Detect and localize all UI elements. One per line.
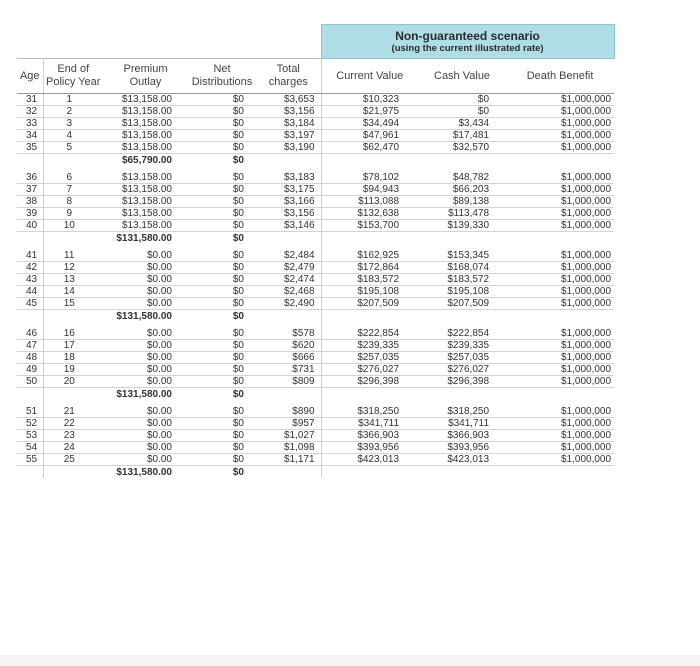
blank-cell (256, 466, 321, 479)
premium-cell: $13,158.00 (103, 142, 188, 154)
col-net-distributions: Net Distributions (188, 59, 256, 94)
table-row (17, 184, 614, 196)
current-value-cell: $47,961 (321, 130, 418, 142)
death-benefit-cell: $1,000,000 (506, 130, 614, 142)
col-cash-value: Cash Value (418, 59, 506, 94)
blank-cell (17, 388, 43, 401)
policy-year-cell: 14 (43, 286, 103, 298)
charges-cell: $3,190 (256, 142, 321, 154)
table-row (17, 220, 614, 232)
current-value-cell: $78,102 (321, 166, 418, 184)
death-benefit-cell: $1,000,000 (506, 298, 614, 310)
premium-total-cell: $131,580.00 (116, 310, 172, 322)
premium-cell: $0.00 (103, 244, 188, 262)
scenario-subtitle: (using the current illustrated rate) (391, 42, 544, 54)
distributions-cell: $0 (188, 274, 256, 286)
charges-cell: $1,098 (256, 442, 321, 454)
table-row (17, 298, 614, 310)
cash-value-cell: $222,854 (418, 322, 506, 340)
premium-cell: $0.00 (103, 418, 188, 430)
blank-cell (321, 310, 418, 323)
blank-cell (321, 466, 418, 479)
policy-year-cell: 18 (43, 352, 103, 364)
charges-cell: $3,653 (256, 94, 321, 106)
blank-cell (17, 154, 43, 167)
blank-cell (43, 466, 103, 479)
current-value-cell: $10,323 (321, 94, 418, 106)
table-row (17, 418, 614, 430)
charges-cell: $2,484 (256, 244, 321, 262)
cash-value-cell: $257,035 (418, 352, 506, 364)
table-row (17, 262, 614, 274)
scenario-header (321, 25, 614, 59)
charges-cell: $1,171 (256, 454, 321, 466)
col-total-charges: Total charges (256, 59, 321, 94)
policy-year-cell: 1 (43, 94, 103, 106)
cash-value-cell: $89,138 (418, 196, 506, 208)
scenario-title: Non-guaranteed scenario (395, 28, 540, 43)
table-row (17, 244, 614, 262)
death-benefit-cell: $1,000,000 (506, 352, 614, 364)
policy-year-cell: 25 (43, 454, 103, 466)
premium-total-cell: $131,580.00 (116, 388, 172, 400)
distributions-cell: $0 (188, 106, 256, 118)
distributions-cell: $0 (188, 118, 256, 130)
distributions-cell: $0 (188, 364, 256, 376)
current-value-cell: $239,335 (321, 340, 418, 352)
distributions-cell: $0 (188, 130, 256, 142)
policy-year-cell: 20 (43, 376, 103, 388)
cash-value-cell: $0 (418, 106, 506, 118)
blank-cell (256, 310, 321, 323)
premium-cell: $13,158.00 (103, 220, 188, 232)
cash-value-cell: $366,903 (418, 430, 506, 442)
charges-cell: $3,146 (256, 220, 321, 232)
distributions-cell: $0 (188, 166, 256, 184)
premium-cell: $13,158.00 (103, 166, 188, 184)
age-cell: 37 (17, 184, 43, 196)
col-age: Age (17, 59, 43, 94)
blank-cell (506, 232, 614, 245)
table-row (17, 352, 614, 364)
blank-cell (418, 232, 506, 245)
current-value-cell: $195,108 (321, 286, 418, 298)
col-current-value: Current Value (321, 59, 418, 94)
premium-cell: $0.00 (103, 298, 188, 310)
premium-cell: $0.00 (103, 262, 188, 274)
charges-cell: $890 (256, 400, 321, 418)
policy-year-cell: 17 (43, 340, 103, 352)
charges-cell: $957 (256, 418, 321, 430)
premium-cell: $0.00 (103, 340, 188, 352)
cash-value-cell: $139,330 (418, 220, 506, 232)
death-benefit-cell: $1,000,000 (506, 340, 614, 352)
distributions-cell: $0 (188, 400, 256, 418)
charges-cell: $3,183 (256, 166, 321, 184)
charges-cell: $731 (256, 364, 321, 376)
cash-value-cell: $168,074 (418, 262, 506, 274)
table-row (17, 208, 614, 220)
premium-cell: $0.00 (103, 364, 188, 376)
policy-year-cell: 23 (43, 430, 103, 442)
cash-value-cell: $153,345 (418, 244, 506, 262)
charges-cell: $1,027 (256, 430, 321, 442)
blank-cell (256, 154, 321, 167)
subtotal-row (17, 388, 614, 401)
blank-cell (418, 466, 506, 479)
distributions-cell: $0 (188, 298, 256, 310)
blank-cell (43, 388, 103, 401)
distributions-cell: $0 (188, 244, 256, 262)
death-benefit-cell: $1,000,000 (506, 106, 614, 118)
cash-value-cell: $393,956 (418, 442, 506, 454)
distributions-cell: $0 (188, 418, 256, 430)
scenario-header-row (17, 25, 614, 59)
blank-cell (418, 154, 506, 167)
age-cell: 38 (17, 196, 43, 208)
current-value-cell: $222,854 (321, 322, 418, 340)
table-row (17, 400, 614, 418)
death-benefit-cell: $1,000,000 (506, 418, 614, 430)
death-benefit-cell: $1,000,000 (506, 262, 614, 274)
premium-cell: $0.00 (103, 286, 188, 298)
premium-cell: $13,158.00 (103, 118, 188, 130)
premium-cell: $13,158.00 (103, 94, 188, 106)
death-benefit-cell: $1,000,000 (506, 274, 614, 286)
table-row (17, 274, 614, 286)
death-benefit-cell: $1,000,000 (506, 364, 614, 376)
blank-cell (256, 388, 321, 401)
age-cell: 43 (17, 274, 43, 286)
age-cell: 31 (17, 94, 43, 106)
policy-year-cell: 9 (43, 208, 103, 220)
premium-total-cell: $65,790.00 (121, 154, 172, 166)
policy-year-cell: 6 (43, 166, 103, 184)
table-row (17, 430, 614, 442)
current-value-cell: $62,470 (321, 142, 418, 154)
policy-year-cell: 10 (43, 220, 103, 232)
distributions-total-cell: $0 (232, 232, 244, 244)
blank-cell (43, 154, 103, 167)
page-bottom-strip (0, 655, 700, 666)
subtotal-row (17, 154, 614, 167)
table-row (17, 286, 614, 298)
cash-value-cell: $17,481 (418, 130, 506, 142)
table-row (17, 442, 614, 454)
subtotal-row (17, 310, 614, 323)
current-value-cell: $207,509 (321, 298, 418, 310)
death-benefit-cell: $1,000,000 (506, 118, 614, 130)
cash-value-cell: $423,013 (418, 454, 506, 466)
death-benefit-cell: $1,000,000 (506, 208, 614, 220)
table-row (17, 94, 614, 106)
premium-total-cell: $131,580.00 (116, 232, 172, 244)
current-value-cell: $162,925 (321, 244, 418, 262)
premium-cell: $0.00 (103, 376, 188, 388)
blank-cell (321, 232, 418, 245)
premium-cell: $0.00 (103, 400, 188, 418)
age-cell: 47 (17, 340, 43, 352)
current-value-cell: $172,864 (321, 262, 418, 274)
distributions-cell: $0 (188, 184, 256, 196)
cash-value-cell: $183,572 (418, 274, 506, 286)
death-benefit-cell: $1,000,000 (506, 442, 614, 454)
cash-value-cell: $239,335 (418, 340, 506, 352)
charges-cell: $2,468 (256, 286, 321, 298)
premium-cell: $13,158.00 (103, 184, 188, 196)
current-value-cell: $21,975 (321, 106, 418, 118)
charges-cell: $809 (256, 376, 321, 388)
blank-cell (418, 310, 506, 323)
col-death-benefit: Death Benefit (506, 59, 614, 94)
death-benefit-cell: $1,000,000 (506, 220, 614, 232)
distributions-total-cell: $0 (232, 310, 244, 322)
death-benefit-cell: $1,000,000 (506, 196, 614, 208)
blank-cell (43, 310, 103, 323)
policy-year-cell: 7 (43, 184, 103, 196)
current-value-cell: $183,572 (321, 274, 418, 286)
age-cell: 54 (17, 442, 43, 454)
table-row (17, 364, 614, 376)
policy-year-cell: 19 (43, 364, 103, 376)
premium-cell: $0.00 (103, 442, 188, 454)
current-value-cell: $296,398 (321, 376, 418, 388)
policy-year-cell: 4 (43, 130, 103, 142)
premium-cell: $0.00 (103, 430, 188, 442)
distributions-total-cell: $0 (232, 388, 244, 400)
premium-cell: $13,158.00 (103, 106, 188, 118)
premium-cell: $0.00 (103, 274, 188, 286)
death-benefit-cell: $1,000,000 (506, 454, 614, 466)
cash-value-cell: $207,509 (418, 298, 506, 310)
blank-cell (321, 388, 418, 401)
cash-value-cell: $296,398 (418, 376, 506, 388)
current-value-cell: $113,088 (321, 196, 418, 208)
cash-value-cell: $341,711 (418, 418, 506, 430)
premium-cell: $0.00 (103, 322, 188, 340)
distributions-cell: $0 (188, 142, 256, 154)
illustration-table-container (17, 24, 614, 478)
death-benefit-cell: $1,000,000 (506, 376, 614, 388)
cash-value-cell: $0 (418, 94, 506, 106)
age-cell: 51 (17, 400, 43, 418)
policy-year-cell: 8 (43, 196, 103, 208)
subtotal-row (17, 466, 614, 479)
table-row (17, 142, 614, 154)
current-value-cell: $423,013 (321, 454, 418, 466)
age-cell: 39 (17, 208, 43, 220)
table-row (17, 376, 614, 388)
current-value-cell: $366,903 (321, 430, 418, 442)
premium-cell: $13,158.00 (103, 208, 188, 220)
current-value-cell: $153,700 (321, 220, 418, 232)
col-premium-outlay: Premium Outlay (103, 59, 188, 94)
policy-year-cell: 3 (43, 118, 103, 130)
charges-cell: $3,197 (256, 130, 321, 142)
death-benefit-cell: $1,000,000 (506, 322, 614, 340)
policy-year-cell: 16 (43, 322, 103, 340)
distributions-cell: $0 (188, 262, 256, 274)
charges-cell: $3,156 (256, 208, 321, 220)
death-benefit-cell: $1,000,000 (506, 430, 614, 442)
distributions-cell: $0 (188, 376, 256, 388)
blank-cell (256, 232, 321, 245)
cash-value-cell: $48,782 (418, 166, 506, 184)
table-row (17, 166, 614, 184)
blank-cell (418, 388, 506, 401)
current-value-cell: $341,711 (321, 418, 418, 430)
death-benefit-cell: $1,000,000 (506, 184, 614, 196)
age-cell: 36 (17, 166, 43, 184)
subtotal-row (17, 232, 614, 245)
cash-value-cell: $113,478 (418, 208, 506, 220)
age-cell: 50 (17, 376, 43, 388)
distributions-total-cell: $0 (232, 154, 244, 166)
cash-value-cell: $276,027 (418, 364, 506, 376)
charges-cell: $666 (256, 352, 321, 364)
cash-value-cell: $66,203 (418, 184, 506, 196)
charges-cell: $2,490 (256, 298, 321, 310)
age-cell: 40 (17, 220, 43, 232)
distributions-cell: $0 (188, 430, 256, 442)
policy-year-cell: 22 (43, 418, 103, 430)
charges-cell: $3,175 (256, 184, 321, 196)
age-cell: 46 (17, 322, 43, 340)
cash-value-cell: $318,250 (418, 400, 506, 418)
table-row (17, 106, 614, 118)
distributions-cell: $0 (188, 442, 256, 454)
col-policy-year: End of Policy Year (43, 59, 103, 94)
table-row (17, 454, 614, 466)
age-cell: 32 (17, 106, 43, 118)
death-benefit-cell: $1,000,000 (506, 94, 614, 106)
charges-cell: $2,474 (256, 274, 321, 286)
charges-cell: $3,166 (256, 196, 321, 208)
blank-cell (321, 154, 418, 167)
table-row (17, 196, 614, 208)
illustration-table (17, 24, 615, 478)
age-cell: 53 (17, 430, 43, 442)
age-cell: 33 (17, 118, 43, 130)
age-cell: 48 (17, 352, 43, 364)
policy-year-cell: 13 (43, 274, 103, 286)
current-value-cell: $393,956 (321, 442, 418, 454)
table-row (17, 118, 614, 130)
distributions-cell: $0 (188, 286, 256, 298)
age-cell: 34 (17, 130, 43, 142)
policy-year-cell: 11 (43, 244, 103, 262)
charges-cell: $620 (256, 340, 321, 352)
death-benefit-cell: $1,000,000 (506, 142, 614, 154)
age-cell: 35 (17, 142, 43, 154)
distributions-total-cell: $0 (232, 466, 244, 478)
column-header-row (17, 59, 614, 94)
policy-year-cell: 2 (43, 106, 103, 118)
current-value-cell: $94,943 (321, 184, 418, 196)
age-cell: 52 (17, 418, 43, 430)
age-cell: 45 (17, 298, 43, 310)
table-row (17, 340, 614, 352)
blank-cell (17, 232, 43, 245)
distributions-cell: $0 (188, 220, 256, 232)
table-row (17, 130, 614, 142)
policy-year-cell: 15 (43, 298, 103, 310)
blank-cell (506, 310, 614, 323)
distributions-cell: $0 (188, 340, 256, 352)
current-value-cell: $257,035 (321, 352, 418, 364)
cash-value-cell: $3,434 (418, 118, 506, 130)
blank-cell (506, 466, 614, 479)
distributions-cell: $0 (188, 94, 256, 106)
age-cell: 49 (17, 364, 43, 376)
death-benefit-cell: $1,000,000 (506, 400, 614, 418)
distributions-cell: $0 (188, 352, 256, 364)
blank-cell (506, 154, 614, 167)
age-cell: 41 (17, 244, 43, 262)
distributions-cell: $0 (188, 208, 256, 220)
current-value-cell: $276,027 (321, 364, 418, 376)
distributions-cell: $0 (188, 196, 256, 208)
premium-cell: $13,158.00 (103, 196, 188, 208)
blank-cell (506, 388, 614, 401)
premium-total-cell: $131,580.00 (116, 466, 172, 478)
cash-value-cell: $32,570 (418, 142, 506, 154)
premium-cell: $0.00 (103, 454, 188, 466)
illustration-table-body (17, 94, 614, 479)
distributions-cell: $0 (188, 322, 256, 340)
current-value-cell: $34,494 (321, 118, 418, 130)
premium-cell: $0.00 (103, 352, 188, 364)
death-benefit-cell: $1,000,000 (506, 286, 614, 298)
cash-value-cell: $195,108 (418, 286, 506, 298)
current-value-cell: $318,250 (321, 400, 418, 418)
charges-cell: $2,479 (256, 262, 321, 274)
age-cell: 42 (17, 262, 43, 274)
charges-cell: $578 (256, 322, 321, 340)
charges-cell: $3,156 (256, 106, 321, 118)
policy-year-cell: 5 (43, 142, 103, 154)
blank-cell (17, 466, 43, 479)
charges-cell: $3,184 (256, 118, 321, 130)
distributions-cell: $0 (188, 454, 256, 466)
age-cell: 55 (17, 454, 43, 466)
death-benefit-cell: $1,000,000 (506, 166, 614, 184)
policy-year-cell: 12 (43, 262, 103, 274)
table-row (17, 322, 614, 340)
premium-cell: $13,158.00 (103, 130, 188, 142)
policy-year-cell: 24 (43, 442, 103, 454)
current-value-cell: $132,638 (321, 208, 418, 220)
blank-cell (43, 232, 103, 245)
policy-year-cell: 21 (43, 400, 103, 418)
death-benefit-cell: $1,000,000 (506, 244, 614, 262)
age-cell: 44 (17, 286, 43, 298)
blank-cell (17, 310, 43, 323)
